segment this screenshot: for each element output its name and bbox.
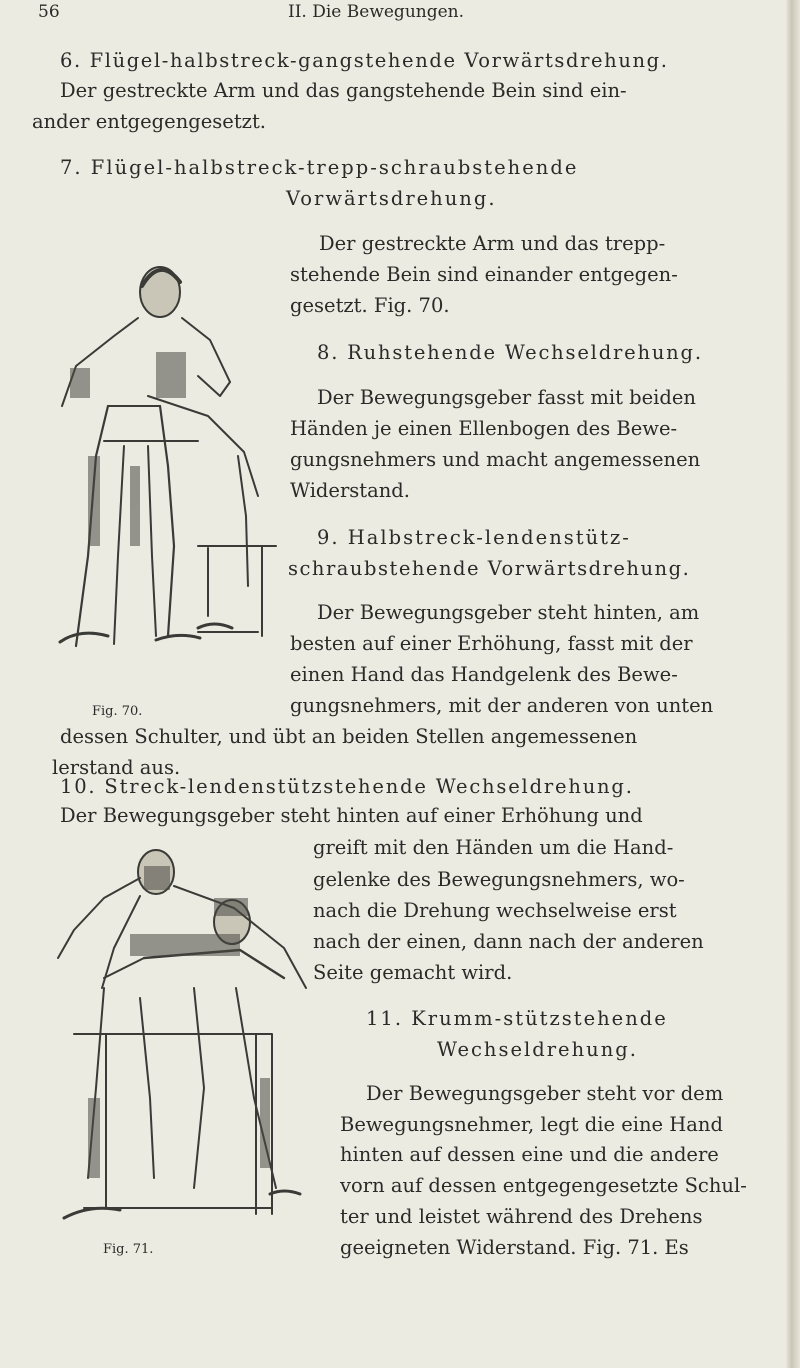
section10-line-2: greift mit den Händen um die Hand-: [313, 836, 674, 859]
section6-line-1: Der gestreckte Arm und das gangstehende Bein sind ein-: [60, 79, 627, 102]
page-edge-shadow: [786, 0, 800, 1368]
section10-line-4: nach die Drehung wechselweise erst: [313, 899, 677, 922]
section7-line-2: stehende Bein sind einander entgegen-: [290, 263, 678, 286]
section11-line-4: vorn auf dessen entgegengesetzte Schul-: [340, 1174, 747, 1197]
section9-line-1: Der Bewegungsgeber steht hinten, am: [317, 601, 700, 624]
section10-line-3: gelenke des Bewegungsnehmers, wo-: [313, 868, 685, 891]
section11-line-3: hinten auf dessen eine und die andere: [340, 1143, 719, 1166]
section11-line-2: Bewegungsnehmer, legt die eine Hand: [340, 1113, 723, 1136]
section7-line-1: Der gestreckte Arm und das trepp-: [319, 232, 666, 255]
figure-71-caption: Fig. 71.: [103, 1242, 154, 1257]
section11-line-1: Der Bewegungsgeber steht vor dem: [366, 1082, 724, 1105]
section7-heading-1: 7. Flügel-halbstreck-trepp-schraubstehende: [60, 156, 579, 179]
section9-heading-2: schraubstehende Vorwärtsdrehung.: [288, 557, 691, 580]
page-number: 56: [38, 2, 60, 22]
section11-line-5: ter und leistet während des Drehens: [340, 1205, 703, 1228]
figure-70-caption: Fig. 70.: [92, 704, 143, 719]
section9-line-4: gungsnehmers, mit der anderen von unten: [290, 694, 714, 717]
section10-heading: 10. Streck-lendenstützstehende Wechseldrehung.: [60, 775, 634, 798]
section11-line-6: geeigneten Widerstand. Fig. 71. Es: [340, 1236, 689, 1259]
section8-line-3: gungsnehmers und macht angemessenen: [290, 448, 701, 471]
running-title: II. Die Bewegungen.: [288, 2, 465, 22]
section8-line-1: Der Bewegungsgeber fasst mit beiden: [317, 386, 696, 409]
section11-heading-1: 11. Krumm-stützstehende: [366, 1007, 668, 1030]
section7-line-3: gesetzt. Fig. 70.: [290, 294, 450, 317]
section6-heading: 6. Flügel-halbstreck-gangstehende Vorwärtsdrehung.: [60, 49, 669, 72]
figure-71-illustration: [44, 838, 344, 1233]
section8-line-2: Händen je einen Ellenbogen des Bewe-: [290, 417, 678, 440]
section9-heading-1: 9. Halbstreck-lendenstütz-: [317, 526, 631, 549]
section8-heading: 8. Ruhstehende Wechseldrehung.: [317, 341, 703, 364]
section10-line-6: Seite gemacht wird.: [313, 961, 513, 984]
section11-heading-2: Wechseldrehung.: [437, 1038, 638, 1061]
section10-line-5: nach der einen, dann nach der anderen: [313, 930, 704, 953]
section9-line-5: dessen Schulter, und übt an beiden Stellen angemessenen: [60, 725, 638, 748]
section9-line-3: einen Hand das Handgelenk des Bewe-: [290, 663, 678, 686]
section8-line-4: Widerstand.: [290, 479, 410, 502]
section9-line-2: besten auf einer Erhöhung, fasst mit der: [290, 632, 693, 655]
section7-heading-2: Vorwärtsdrehung.: [286, 187, 497, 210]
section6-line-2: ander entgegengesetzt.: [32, 110, 266, 133]
section10-line-1: Der Bewegungsgeber steht hinten auf einer Erhöhung und: [60, 804, 643, 827]
figure-70-illustration: [48, 256, 288, 676]
section9-line-6: lerstand aus.: [52, 756, 181, 779]
